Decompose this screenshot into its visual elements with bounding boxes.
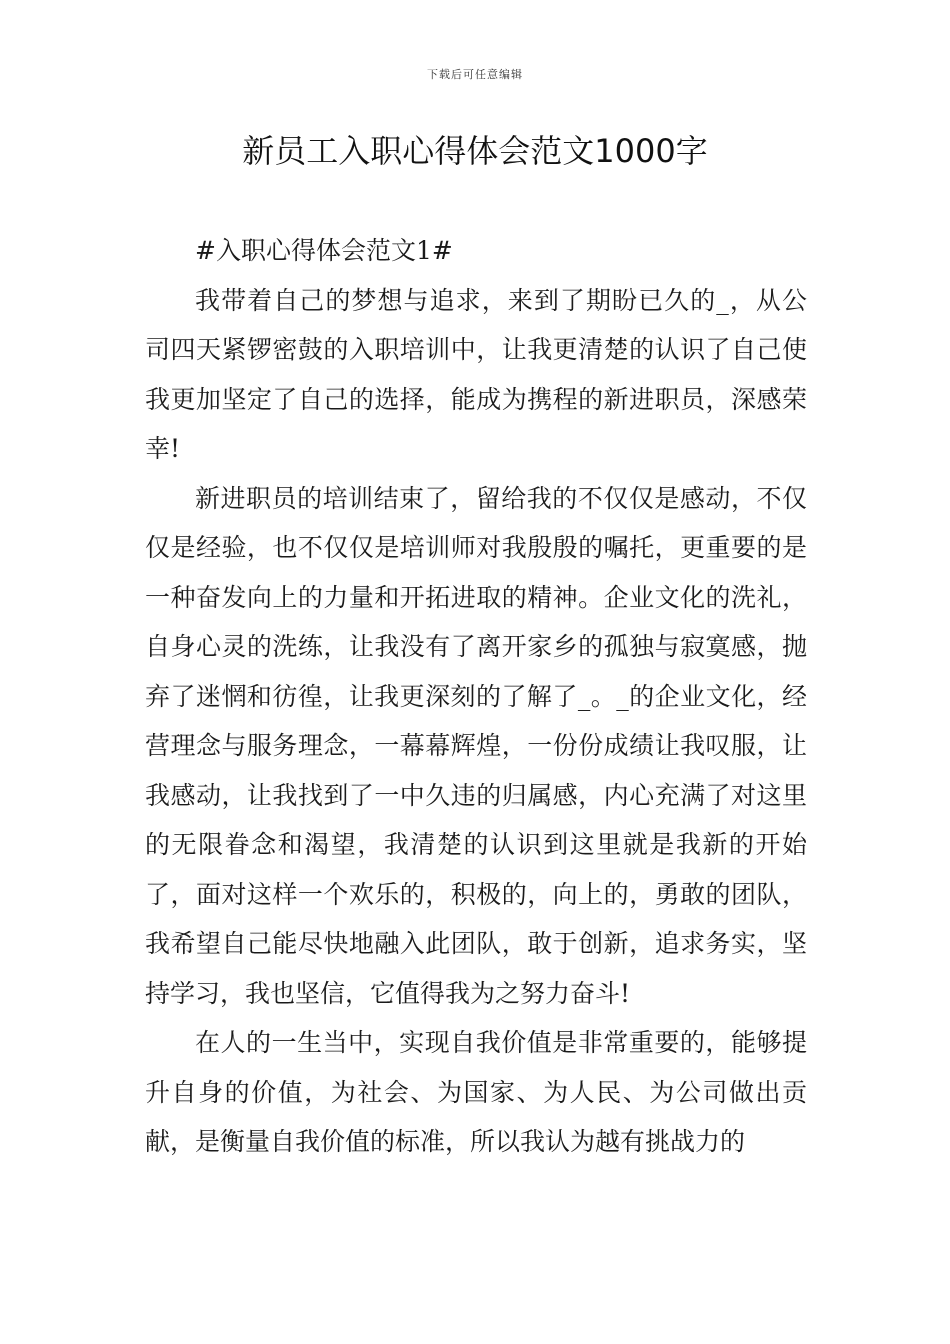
- document-body: [145, 226, 807, 1167]
- paragraph-3: 在人的一生当中，实现自我价值是非常重要的，能够提升自身的价值，为社会、为国家、为人民、为公司做出贡献，是衡量自我价值的标准，所以我认为越有挑战力的: [145, 1028, 807, 1156]
- paragraph-2: 新进职员的培训结束了，留给我的不仅仅是感动，不仅仅是经验，也不仅仅是培训师对我殷殷的嘱托，更重要的是一种奋发向上的力量和开拓进取的精神。企业文化的洗礼，自身心灵的洗练，让我没有了离开家乡的孤独与寂寞感，抛弃了迷惘和彷徨，让我更深刻的了解了_。_的企业文化，经营理念与服务理念，一幕幕辉煌，一份份成绩让我叹服，让我感动，让我找到了一中久违的归属感，内心充满了对这里的无限眷念和渴望，我清楚的认识到这里就是我新的开始了，面对这样一个欢乐的，积极的，向上的，勇敢的团队，我希望自己能尽快地融入此团队，敢于创新，追求务实，坚持学习，我也坚信，它值得我为之努力奋斗!: [145, 483, 807, 1008]
- section-heading: #入职心得体会范文1#: [195, 236, 453, 265]
- paragraph-1: 我带着自己的梦想与追求，来到了期盼已久的_，从公司四天紧锣密鼓的入职培训中，让我更清楚的认识了自己使我更加坚定了自己的选择，能成为携程的新进职员，深感荣幸!: [145, 285, 807, 463]
- header-note: 下载后可任意编辑: [427, 68, 523, 81]
- document-title: 新员工入职心得体会范文1000字: [242, 132, 708, 170]
